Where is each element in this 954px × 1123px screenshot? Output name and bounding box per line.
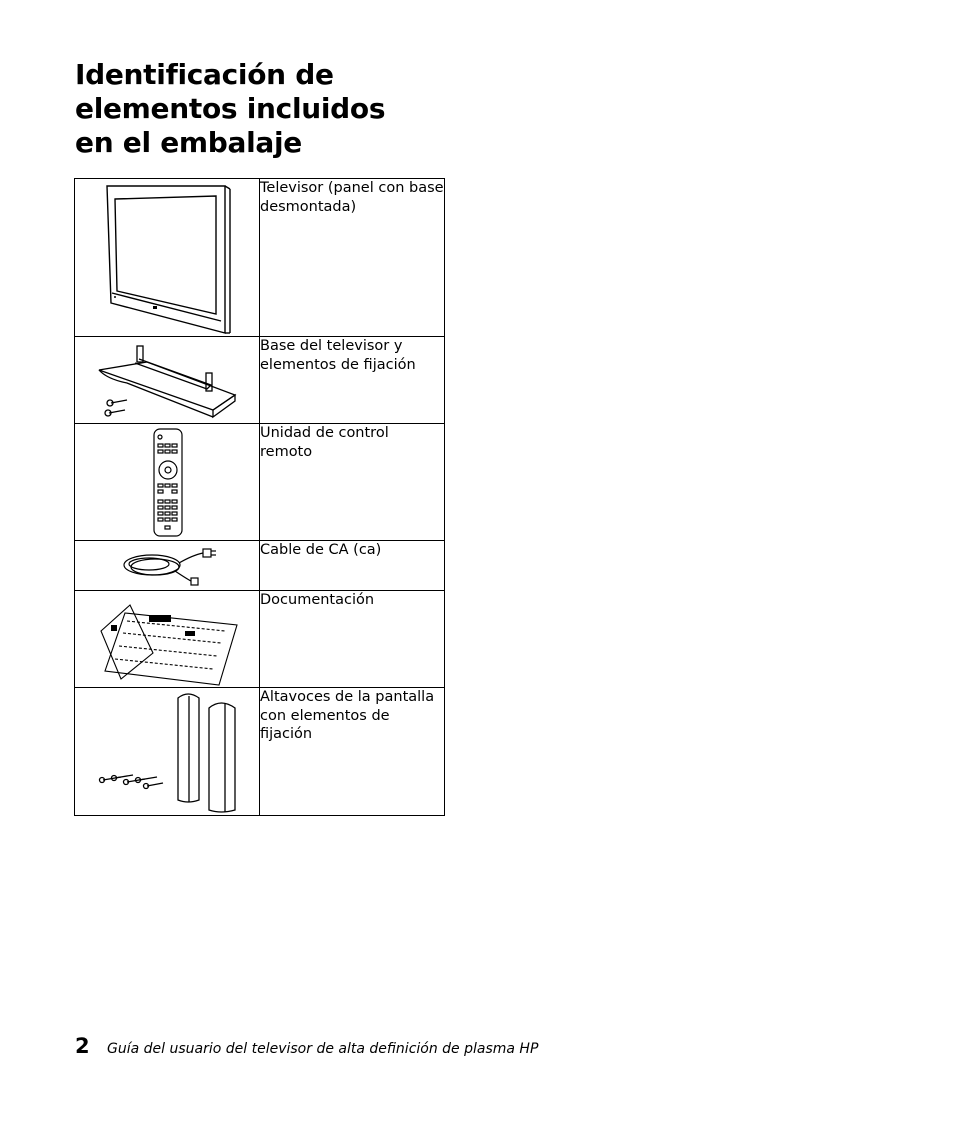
footer-text: Guía del usuario del televisor de alta definición de plasma HP <box>107 1041 539 1057</box>
power-cable-icon <box>75 541 259 590</box>
title-line-1: Identificación de <box>75 58 334 91</box>
package-contents-table <box>74 178 445 816</box>
item-description: Unidad de control remoto <box>260 424 445 541</box>
item-image-cell <box>75 541 260 591</box>
item-image-cell <box>75 179 260 337</box>
item-description: Documentación <box>260 591 445 688</box>
table-row <box>75 591 445 688</box>
item-image-cell <box>75 424 260 541</box>
title-line-3: en el embalaje <box>75 126 302 159</box>
item-description: Altavoces de la pantalla con elementos de fijación <box>260 688 445 816</box>
table-row <box>75 179 445 337</box>
remote-control-icon <box>75 424 259 540</box>
item-description: Cable de CA (ca) <box>260 541 445 591</box>
tv-stand-icon <box>75 337 259 423</box>
table-row <box>75 688 445 816</box>
item-image-cell <box>75 337 260 424</box>
table-row <box>75 337 445 424</box>
speakers-icon <box>75 688 259 815</box>
item-description: Televisor (panel con base desmontada) <box>260 179 445 337</box>
item-description: Base del televisor y elementos de fijación <box>260 337 445 424</box>
item-image-cell <box>75 591 260 688</box>
page-footer <box>75 1034 538 1058</box>
title-line-2: elementos incluidos <box>75 92 386 125</box>
table-row <box>75 424 445 541</box>
plasma-tv-icon <box>75 179 259 335</box>
page-title <box>75 58 385 160</box>
table-row <box>75 541 445 591</box>
documentation-icon <box>75 591 259 687</box>
item-image-cell <box>75 688 260 816</box>
page-number: 2 <box>75 1034 90 1058</box>
